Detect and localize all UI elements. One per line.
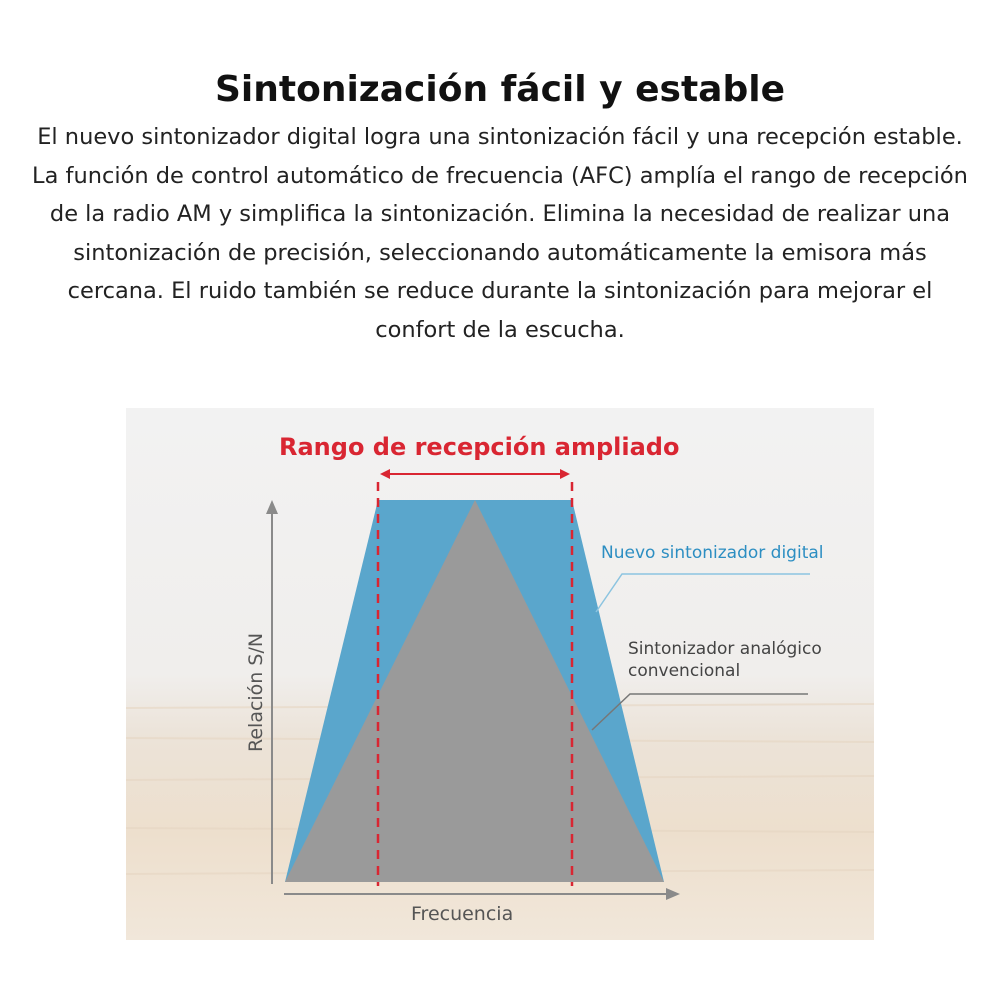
y-axis-label: Relación S/N [245,632,267,752]
analog-tuner-label-line2: convencional [628,661,741,681]
description-paragraph: El nuevo sintonizador digital logra una sintonización fácil y una recepción estable. La función de control automático de frecuencia (AFC) amplía el rango de recepción de la radio AM y simplifica la sintonización. Elimina la necesidad de realizar una sintonización de precisión, seleccionando automáticamente la emisora más cercana. El ruido también se reduce durante la sintonización para mejorar el confort de la escucha. [32,124,968,343]
analog-tuner-label-line1: Sintonizador analógico [628,639,822,659]
page-title: Sintonización fácil y estable [214,69,785,110]
digital-tuner-label: Nuevo sintonizador digital [601,543,824,563]
x-axis-label: Frecuencia [411,903,514,925]
diagram-canvas [126,408,874,940]
range-label: Rango de recepción ampliado [279,433,680,461]
tuner-diagram [126,408,874,940]
